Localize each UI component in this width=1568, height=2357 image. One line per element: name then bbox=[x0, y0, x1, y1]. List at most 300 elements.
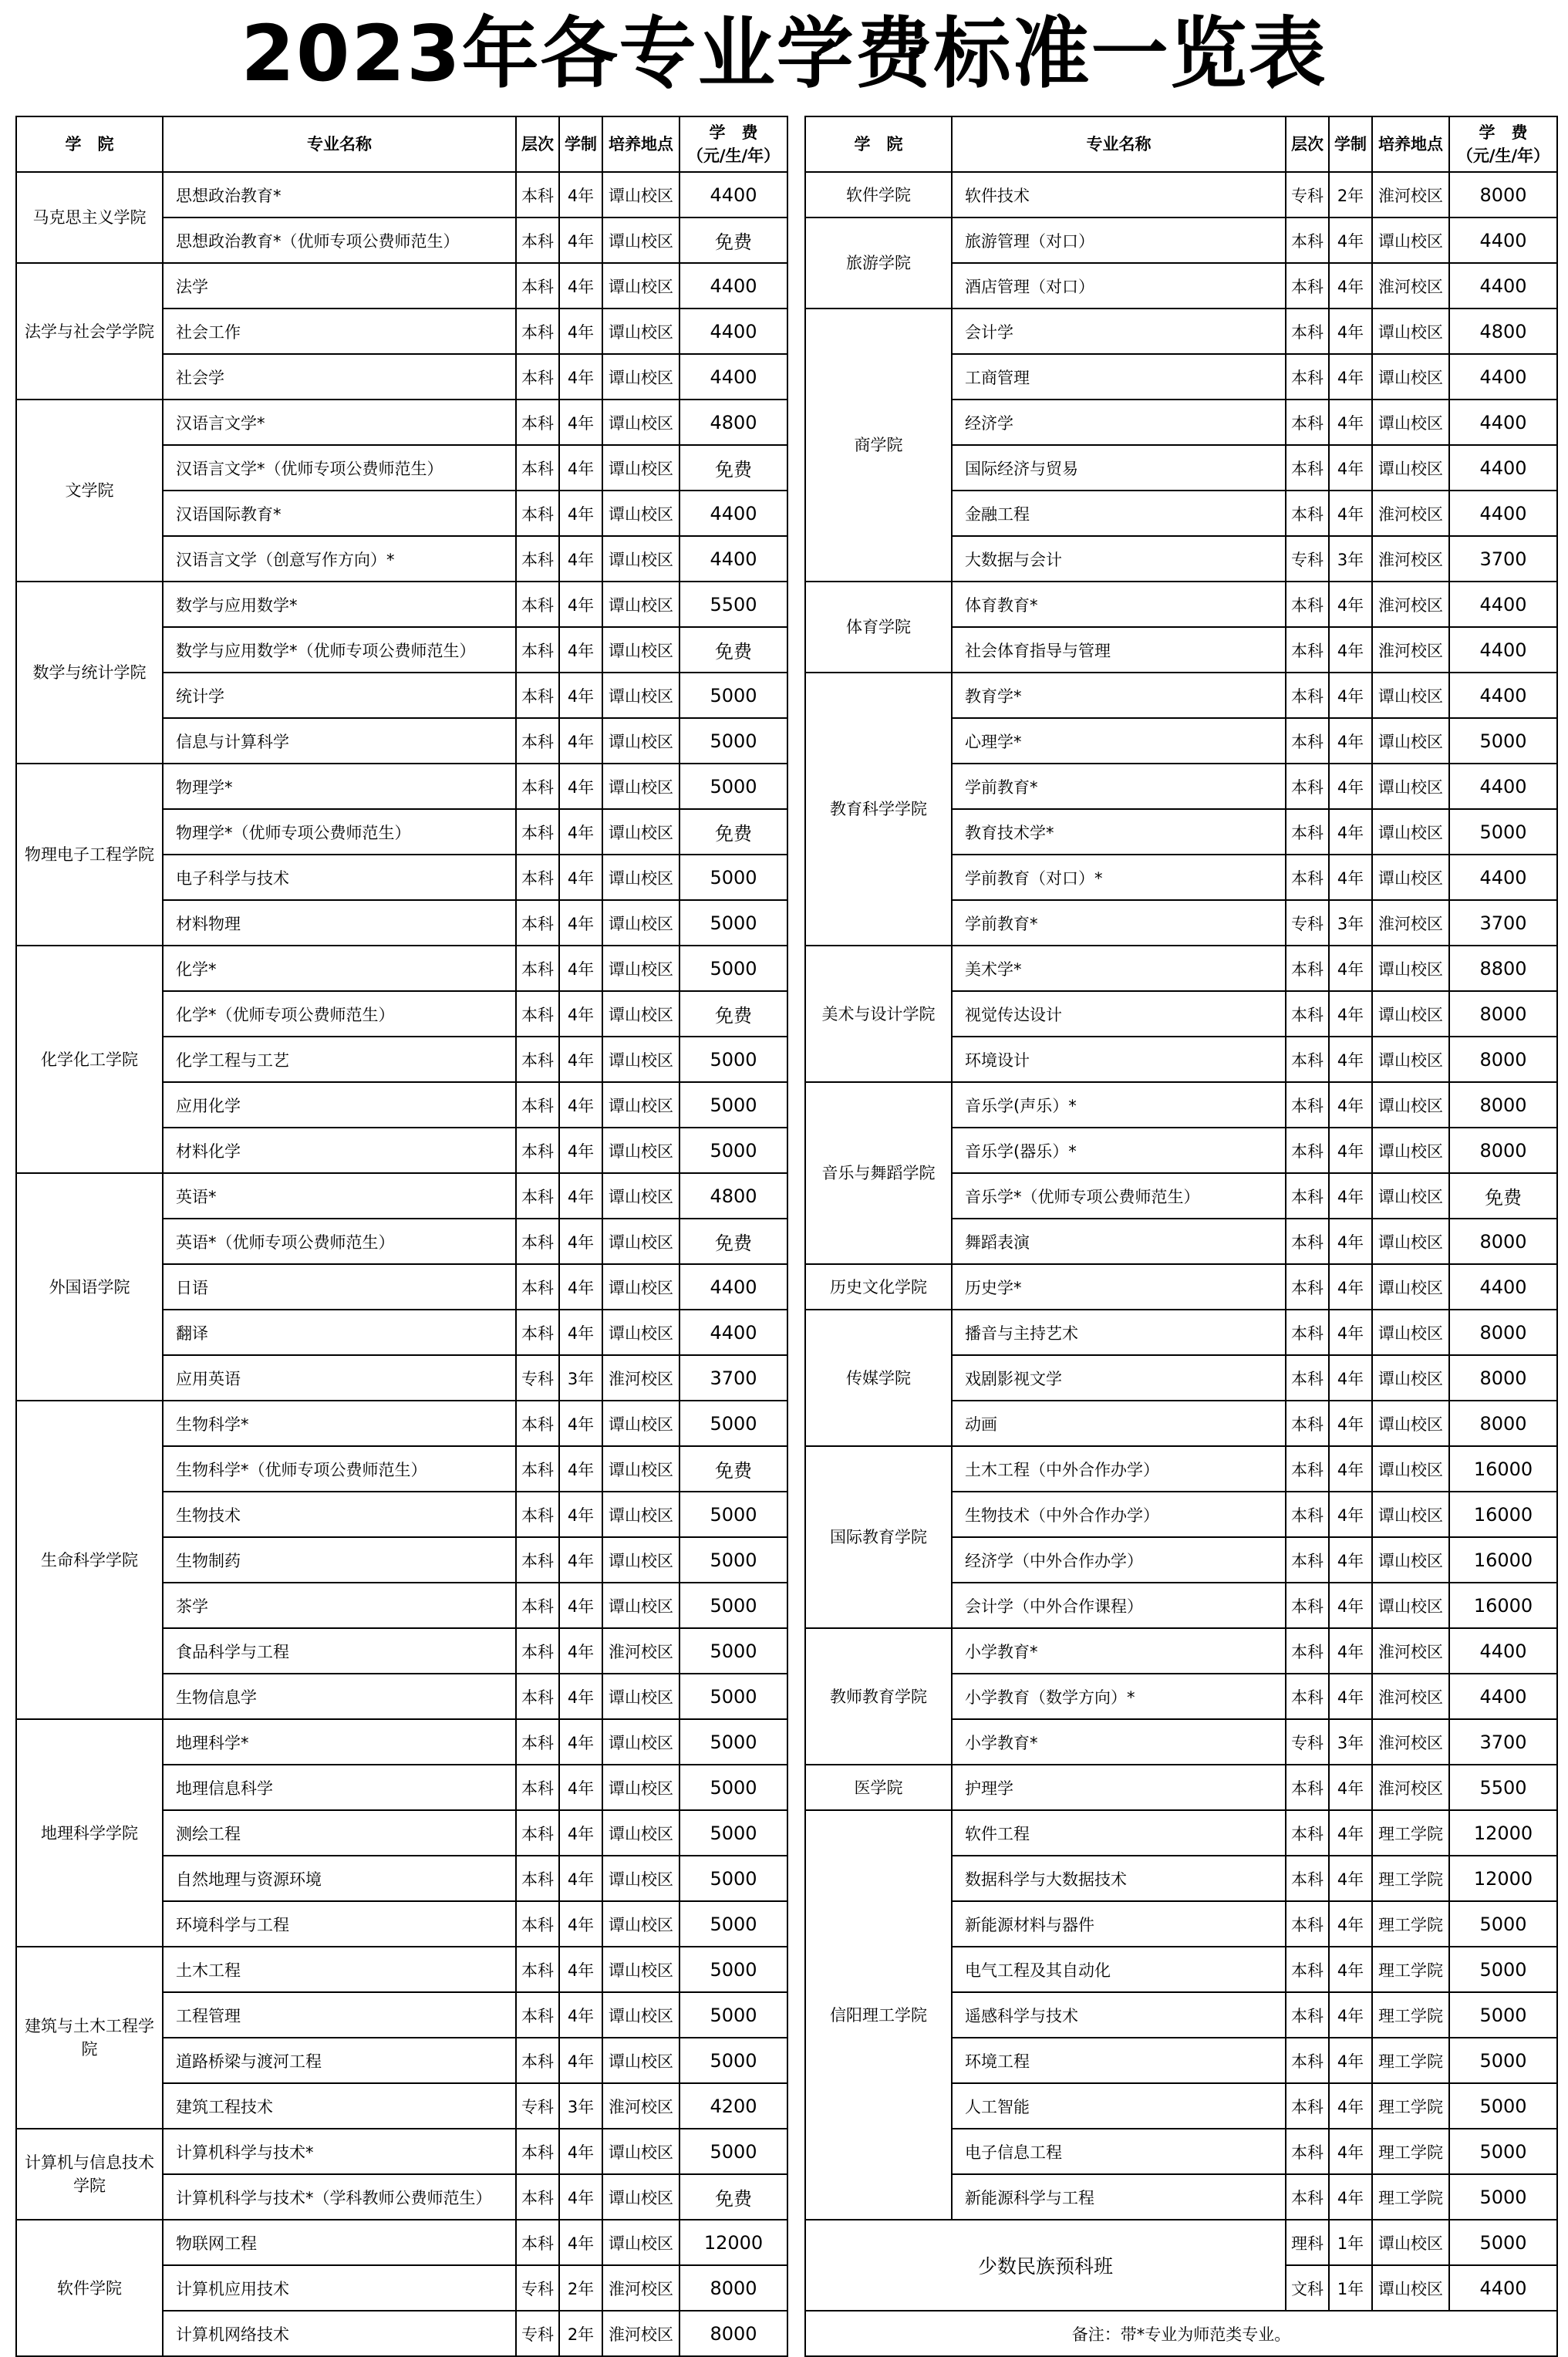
college-cell: 文学院 bbox=[16, 400, 163, 582]
level-cell: 本科 bbox=[1286, 1628, 1329, 1674]
campus-cell: 谭山校区 bbox=[602, 1992, 679, 2038]
fee-cell: 5000 bbox=[679, 1401, 787, 1446]
table-row bbox=[16, 400, 787, 445]
campus-cell: 淮河校区 bbox=[602, 2311, 679, 2356]
level-cell: 专科 bbox=[1286, 1719, 1329, 1765]
college-cell: 历史文化学院 bbox=[805, 1264, 952, 1310]
level-cell: 本科 bbox=[516, 1219, 559, 1264]
years-cell: 4年 bbox=[1329, 1628, 1372, 1674]
years-cell: 4年 bbox=[1329, 1537, 1372, 1583]
years-cell: 4年 bbox=[1329, 1901, 1372, 1947]
college-cell: 音乐与舞蹈学院 bbox=[805, 1082, 952, 1264]
years-cell: 4年 bbox=[1329, 1992, 1372, 2038]
table-row bbox=[805, 1264, 1557, 1310]
years-cell: 2年 bbox=[559, 2311, 602, 2356]
fee-cell: 4400 bbox=[679, 491, 787, 536]
campus-cell: 谭山校区 bbox=[602, 1537, 679, 1583]
college-cell: 医学院 bbox=[805, 1765, 952, 1810]
prep-class-row bbox=[805, 2220, 1557, 2265]
major-cell: 计算机科学与技术* bbox=[163, 2129, 516, 2174]
major-cell: 数学与应用数学* bbox=[163, 582, 516, 627]
level-cell: 本科 bbox=[516, 673, 559, 718]
level-cell: 本科 bbox=[516, 536, 559, 582]
major-cell: 计算机应用技术 bbox=[163, 2265, 516, 2311]
major-cell: 软件技术 bbox=[952, 172, 1286, 217]
campus-cell: 谭山校区 bbox=[602, 172, 679, 217]
level-cell: 本科 bbox=[516, 1401, 559, 1446]
fee-cell: 5000 bbox=[679, 2038, 787, 2083]
years-cell: 4年 bbox=[559, 217, 602, 263]
fee-cell: 4400 bbox=[679, 1264, 787, 1310]
fee-cell: 3700 bbox=[679, 1355, 787, 1401]
level-cell: 本科 bbox=[516, 582, 559, 627]
level-cell: 本科 bbox=[516, 1856, 559, 1901]
major-cell: 生物制药 bbox=[163, 1537, 516, 1583]
fee-table-right bbox=[804, 116, 1558, 2357]
fee-cell: 免费 bbox=[679, 445, 787, 491]
major-cell: 思想政治教育* bbox=[163, 172, 516, 217]
level-cell: 本科 bbox=[1286, 263, 1329, 309]
major-cell: 护理学 bbox=[952, 1765, 1286, 1810]
fee-cell: 5000 bbox=[679, 1765, 787, 1810]
fee-cell: 5000 bbox=[679, 673, 787, 718]
campus-cell: 谭山校区 bbox=[1372, 1173, 1449, 1219]
fee-cell: 5000 bbox=[679, 1810, 787, 1856]
college-cell: 商学院 bbox=[805, 309, 952, 582]
fee-cell: 16000 bbox=[1449, 1537, 1557, 1583]
campus-cell: 谭山校区 bbox=[602, 1219, 679, 1264]
college-cell: 外国语学院 bbox=[16, 1173, 163, 1401]
years-cell: 4年 bbox=[559, 354, 602, 400]
campus-cell: 理工学院 bbox=[1372, 2174, 1449, 2220]
campus-cell: 谭山校区 bbox=[1372, 1401, 1449, 1446]
fee-cell: 3700 bbox=[1449, 1719, 1557, 1765]
major-cell: 环境科学与工程 bbox=[163, 1901, 516, 1947]
major-cell: 心理学* bbox=[952, 718, 1286, 764]
years-cell: 4年 bbox=[1329, 2038, 1372, 2083]
major-cell: 电子信息工程 bbox=[952, 2129, 1286, 2174]
years-cell: 4年 bbox=[559, 1674, 602, 1719]
header-level: 层次 bbox=[516, 116, 559, 172]
fee-cell: 4400 bbox=[1449, 1264, 1557, 1310]
major-cell: 土木工程 bbox=[163, 1947, 516, 1992]
fee-cell: 4400 bbox=[1449, 400, 1557, 445]
fee-cell: 4400 bbox=[1449, 764, 1557, 809]
campus-cell: 谭山校区 bbox=[602, 809, 679, 855]
major-cell: 生物信息学 bbox=[163, 1674, 516, 1719]
campus-cell: 理工学院 bbox=[1372, 1901, 1449, 1947]
fee-cell: 5000 bbox=[679, 1856, 787, 1901]
years-cell: 4年 bbox=[559, 1628, 602, 1674]
campus-cell: 谭山校区 bbox=[1372, 445, 1449, 491]
fee-cell: 5000 bbox=[679, 764, 787, 809]
level-cell: 本科 bbox=[1286, 491, 1329, 536]
fee-cell: 免费 bbox=[679, 1219, 787, 1264]
major-cell: 社会体育指导与管理 bbox=[952, 627, 1286, 673]
major-cell: 汉语言文学（创意写作方向）* bbox=[163, 536, 516, 582]
major-cell: 应用英语 bbox=[163, 1355, 516, 1401]
level-cell: 本科 bbox=[516, 2129, 559, 2174]
campus-cell: 理工学院 bbox=[1372, 1992, 1449, 2038]
prep-class-label: 少数民族预科班 bbox=[805, 2220, 1286, 2311]
level-cell: 本科 bbox=[516, 2038, 559, 2083]
years-cell: 4年 bbox=[559, 172, 602, 217]
campus-cell: 谭山校区 bbox=[602, 445, 679, 491]
level-cell: 本科 bbox=[516, 855, 559, 900]
campus-cell: 淮河校区 bbox=[1372, 536, 1449, 582]
level-cell: 本科 bbox=[516, 991, 559, 1037]
level-cell: 本科 bbox=[516, 400, 559, 445]
table-row bbox=[805, 309, 1557, 354]
fee-cell: 免费 bbox=[679, 2174, 787, 2220]
fee-cell: 5000 bbox=[1449, 2083, 1557, 2129]
fee-cell: 5000 bbox=[679, 1901, 787, 1947]
years-cell: 4年 bbox=[1329, 1401, 1372, 1446]
college-cell: 信阳理工学院 bbox=[805, 1810, 952, 2220]
campus-cell: 谭山校区 bbox=[1372, 809, 1449, 855]
years-cell: 4年 bbox=[1329, 1310, 1372, 1355]
fee-cell: 5000 bbox=[679, 900, 787, 946]
fee-cell: 4800 bbox=[679, 400, 787, 445]
campus-cell: 淮河校区 bbox=[602, 1355, 679, 1401]
level-cell: 本科 bbox=[1286, 1082, 1329, 1128]
major-cell: 化学* bbox=[163, 946, 516, 991]
years-cell: 4年 bbox=[1329, 400, 1372, 445]
fee-cell: 免费 bbox=[679, 1446, 787, 1492]
level-cell: 本科 bbox=[516, 1310, 559, 1355]
level-cell: 本科 bbox=[1286, 354, 1329, 400]
level-cell: 本科 bbox=[1286, 809, 1329, 855]
years-cell: 4年 bbox=[1329, 2129, 1372, 2174]
fee-cell: 4800 bbox=[1449, 309, 1557, 354]
header-major: 专业名称 bbox=[952, 116, 1286, 172]
major-cell: 小学教育（数学方向）* bbox=[952, 1674, 1286, 1719]
level-cell: 本科 bbox=[1286, 2129, 1329, 2174]
college-cell: 软件学院 bbox=[805, 172, 952, 217]
table-row bbox=[805, 1446, 1557, 1492]
campus-cell: 谭山校区 bbox=[602, 217, 679, 263]
major-cell: 大数据与会计 bbox=[952, 536, 1286, 582]
college-cell: 传媒学院 bbox=[805, 1310, 952, 1446]
level-cell: 本科 bbox=[1286, 718, 1329, 764]
campus-cell: 谭山校区 bbox=[1372, 1583, 1449, 1628]
level-cell: 本科 bbox=[1286, 1583, 1329, 1628]
campus-cell: 谭山校区 bbox=[602, 1492, 679, 1537]
campus-cell: 谭山校区 bbox=[602, 1037, 679, 1082]
fee-cell: 5000 bbox=[1449, 2174, 1557, 2220]
campus-cell: 淮河校区 bbox=[1372, 1628, 1449, 1674]
major-cell: 播音与主持艺术 bbox=[952, 1310, 1286, 1355]
years-cell: 4年 bbox=[1329, 445, 1372, 491]
campus-cell: 谭山校区 bbox=[1372, 673, 1449, 718]
fee-cell: 免费 bbox=[679, 991, 787, 1037]
level-cell: 本科 bbox=[1286, 1810, 1329, 1856]
campus-cell: 淮河校区 bbox=[602, 2083, 679, 2129]
years-cell: 4年 bbox=[1329, 354, 1372, 400]
level-cell: 本科 bbox=[516, 1264, 559, 1310]
campus-cell: 谭山校区 bbox=[1372, 309, 1449, 354]
college-cell: 生命科学学院 bbox=[16, 1401, 163, 1719]
years-cell: 4年 bbox=[1329, 1128, 1372, 1173]
years-cell: 3年 bbox=[559, 1355, 602, 1401]
fee-cell: 12000 bbox=[679, 2220, 787, 2265]
major-cell: 旅游管理（对口） bbox=[952, 217, 1286, 263]
years-cell: 4年 bbox=[1329, 491, 1372, 536]
note-row bbox=[805, 2311, 1557, 2356]
fee-cell: 4400 bbox=[1449, 627, 1557, 673]
major-cell: 体育教育* bbox=[952, 582, 1286, 627]
fee-cell: 8000 bbox=[1449, 991, 1557, 1037]
note-text: 备注：带*专业为师范类专业。 bbox=[805, 2311, 1557, 2356]
years-cell: 4年 bbox=[559, 1492, 602, 1537]
years-cell: 4年 bbox=[559, 582, 602, 627]
campus-cell: 谭山校区 bbox=[602, 1901, 679, 1947]
major-cell: 化学*（优师专项公费师范生） bbox=[163, 991, 516, 1037]
header-campus: 培养地点 bbox=[602, 116, 679, 172]
fee-cell: 12000 bbox=[1449, 1810, 1557, 1856]
major-cell: 软件工程 bbox=[952, 1810, 1286, 1856]
campus-cell: 谭山校区 bbox=[602, 1401, 679, 1446]
major-cell: 思想政治教育*（优师专项公费师范生） bbox=[163, 217, 516, 263]
years-cell: 4年 bbox=[559, 1992, 602, 2038]
years-cell: 4年 bbox=[1329, 1765, 1372, 1810]
major-cell: 应用化学 bbox=[163, 1082, 516, 1128]
college-cell: 数学与统计学院 bbox=[16, 582, 163, 764]
level-cell: 专科 bbox=[1286, 900, 1329, 946]
header-fee-line2: （元/生/年） bbox=[686, 147, 781, 165]
campus-cell: 谭山校区 bbox=[602, 627, 679, 673]
header-fee bbox=[1449, 116, 1557, 172]
level-cell: 本科 bbox=[1286, 217, 1329, 263]
years-cell: 3年 bbox=[1329, 536, 1372, 582]
years-cell: 4年 bbox=[1329, 627, 1372, 673]
level-cell: 本科 bbox=[1286, 991, 1329, 1037]
years-cell: 3年 bbox=[1329, 1719, 1372, 1765]
level-cell: 理科 bbox=[1286, 2220, 1329, 2265]
years-cell: 4年 bbox=[1329, 1492, 1372, 1537]
major-cell: 地理信息科学 bbox=[163, 1765, 516, 1810]
level-cell: 本科 bbox=[1286, 582, 1329, 627]
major-cell: 翻译 bbox=[163, 1310, 516, 1355]
level-cell: 本科 bbox=[516, 1537, 559, 1583]
years-cell: 1年 bbox=[1329, 2220, 1372, 2265]
level-cell: 本科 bbox=[516, 946, 559, 991]
level-cell: 本科 bbox=[1286, 400, 1329, 445]
years-cell: 4年 bbox=[559, 1128, 602, 1173]
campus-cell: 淮河校区 bbox=[602, 1628, 679, 1674]
table-row bbox=[16, 263, 787, 309]
campus-cell: 谭山校区 bbox=[1372, 1446, 1449, 1492]
fee-cell: 8000 bbox=[1449, 1128, 1557, 1173]
fee-cell: 免费 bbox=[1449, 1173, 1557, 1219]
major-cell: 汉语国际教育* bbox=[163, 491, 516, 536]
campus-cell: 谭山校区 bbox=[602, 2129, 679, 2174]
fee-cell: 5000 bbox=[679, 1583, 787, 1628]
table-row bbox=[805, 1628, 1557, 1674]
level-cell: 本科 bbox=[1286, 2174, 1329, 2220]
fee-cell: 3700 bbox=[1449, 900, 1557, 946]
major-cell: 材料化学 bbox=[163, 1128, 516, 1173]
years-cell: 4年 bbox=[1329, 809, 1372, 855]
major-cell: 信息与计算科学 bbox=[163, 718, 516, 764]
level-cell: 本科 bbox=[1286, 1037, 1329, 1082]
table-row bbox=[16, 764, 787, 809]
college-cell: 地理科学学院 bbox=[16, 1719, 163, 1947]
college-cell: 软件学院 bbox=[16, 2220, 163, 2356]
campus-cell: 谭山校区 bbox=[602, 1583, 679, 1628]
level-cell: 本科 bbox=[1286, 1992, 1329, 2038]
college-cell: 物理电子工程学院 bbox=[16, 764, 163, 946]
major-cell: 地理科学* bbox=[163, 1719, 516, 1765]
major-cell: 物联网工程 bbox=[163, 2220, 516, 2265]
level-cell: 文科 bbox=[1286, 2265, 1329, 2311]
major-cell: 电气工程及其自动化 bbox=[952, 1947, 1286, 1992]
level-cell: 专科 bbox=[1286, 536, 1329, 582]
fee-cell: 4800 bbox=[679, 1173, 787, 1219]
campus-cell: 谭山校区 bbox=[602, 900, 679, 946]
fee-cell: 8000 bbox=[679, 2265, 787, 2311]
fee-cell: 5500 bbox=[679, 582, 787, 627]
header-fee-line1: 学 费 bbox=[709, 123, 758, 142]
level-cell: 本科 bbox=[516, 1765, 559, 1810]
major-cell: 音乐学*（优师专项公费师范生） bbox=[952, 1173, 1286, 1219]
fee-cell: 5000 bbox=[679, 718, 787, 764]
level-cell: 本科 bbox=[1286, 1537, 1329, 1583]
fee-cell: 5000 bbox=[679, 1537, 787, 1583]
major-cell: 化学工程与工艺 bbox=[163, 1037, 516, 1082]
table-row bbox=[805, 582, 1557, 627]
fee-cell: 5000 bbox=[679, 1082, 787, 1128]
major-cell: 数学与应用数学*（优师专项公费师范生） bbox=[163, 627, 516, 673]
campus-cell: 理工学院 bbox=[1372, 2083, 1449, 2129]
major-cell: 音乐学(声乐）* bbox=[952, 1082, 1286, 1128]
campus-cell: 谭山校区 bbox=[1372, 1082, 1449, 1128]
page-title: 2023年各专业学费标准一览表 bbox=[241, 8, 1327, 99]
years-cell: 4年 bbox=[559, 855, 602, 900]
years-cell: 4年 bbox=[1329, 1264, 1372, 1310]
major-cell: 教育学* bbox=[952, 673, 1286, 718]
fee-cell: 8000 bbox=[1449, 1219, 1557, 1264]
level-cell: 本科 bbox=[1286, 1674, 1329, 1719]
major-cell: 小学教育* bbox=[952, 1719, 1286, 1765]
major-cell: 计算机网络技术 bbox=[163, 2311, 516, 2356]
campus-cell: 谭山校区 bbox=[602, 309, 679, 354]
table-row bbox=[805, 172, 1557, 217]
fee-cell: 5000 bbox=[1449, 1947, 1557, 1992]
fee-cell: 8000 bbox=[1449, 1082, 1557, 1128]
fee-cell: 4400 bbox=[1449, 263, 1557, 309]
major-cell: 茶学 bbox=[163, 1583, 516, 1628]
header-college: 学 院 bbox=[805, 116, 952, 172]
major-cell: 美术学* bbox=[952, 946, 1286, 991]
header-row bbox=[16, 116, 787, 172]
fee-cell: 5500 bbox=[1449, 1765, 1557, 1810]
campus-cell: 谭山校区 bbox=[1372, 2265, 1449, 2311]
table-row bbox=[16, 1719, 787, 1765]
fee-cell: 8000 bbox=[1449, 1037, 1557, 1082]
campus-cell: 谭山校区 bbox=[602, 1947, 679, 1992]
years-cell: 4年 bbox=[559, 2038, 602, 2083]
level-cell: 本科 bbox=[1286, 1446, 1329, 1492]
campus-cell: 谭山校区 bbox=[602, 1810, 679, 1856]
years-cell: 4年 bbox=[559, 1810, 602, 1856]
table-row bbox=[805, 217, 1557, 263]
major-cell: 国际经济与贸易 bbox=[952, 445, 1286, 491]
years-cell: 4年 bbox=[1329, 1674, 1372, 1719]
level-cell: 本科 bbox=[516, 354, 559, 400]
level-cell: 本科 bbox=[516, 1674, 559, 1719]
fee-cell: 4400 bbox=[679, 263, 787, 309]
major-cell: 英语* bbox=[163, 1173, 516, 1219]
level-cell: 本科 bbox=[516, 1719, 559, 1765]
major-cell: 日语 bbox=[163, 1264, 516, 1310]
level-cell: 本科 bbox=[1286, 2038, 1329, 2083]
campus-cell: 淮河校区 bbox=[602, 2265, 679, 2311]
level-cell: 本科 bbox=[516, 1128, 559, 1173]
campus-cell: 谭山校区 bbox=[602, 673, 679, 718]
major-cell: 食品科学与工程 bbox=[163, 1628, 516, 1674]
major-cell: 汉语言文学*（优师专项公费师范生） bbox=[163, 445, 516, 491]
fee-cell: 5000 bbox=[1449, 1992, 1557, 2038]
major-cell: 动画 bbox=[952, 1401, 1286, 1446]
level-cell: 本科 bbox=[516, 1901, 559, 1947]
header-fee bbox=[679, 116, 787, 172]
campus-cell: 谭山校区 bbox=[602, 491, 679, 536]
campus-cell: 谭山校区 bbox=[1372, 2220, 1449, 2265]
level-cell: 本科 bbox=[516, 764, 559, 809]
table-row bbox=[16, 172, 787, 217]
level-cell: 本科 bbox=[1286, 627, 1329, 673]
campus-cell: 淮河校区 bbox=[1372, 900, 1449, 946]
major-cell: 学前教育（对口）* bbox=[952, 855, 1286, 900]
major-cell: 历史学* bbox=[952, 1264, 1286, 1310]
campus-cell: 谭山校区 bbox=[1372, 1264, 1449, 1310]
table-row bbox=[805, 1310, 1557, 1355]
campus-cell: 谭山校区 bbox=[1372, 1219, 1449, 1264]
major-cell: 会计学（中外合作课程） bbox=[952, 1583, 1286, 1628]
campus-cell: 谭山校区 bbox=[602, 582, 679, 627]
table-row bbox=[16, 2129, 787, 2174]
years-cell: 4年 bbox=[1329, 1446, 1372, 1492]
campus-cell: 谭山校区 bbox=[1372, 400, 1449, 445]
level-cell: 本科 bbox=[516, 1037, 559, 1082]
campus-cell: 谭山校区 bbox=[602, 1446, 679, 1492]
campus-cell: 谭山校区 bbox=[602, 1264, 679, 1310]
level-cell: 本科 bbox=[516, 1810, 559, 1856]
college-cell: 教师教育学院 bbox=[805, 1628, 952, 1765]
campus-cell: 谭山校区 bbox=[1372, 991, 1449, 1037]
fee-cell: 5000 bbox=[679, 1674, 787, 1719]
years-cell: 4年 bbox=[559, 946, 602, 991]
level-cell: 本科 bbox=[1286, 1310, 1329, 1355]
major-cell: 生物科学* bbox=[163, 1401, 516, 1446]
level-cell: 专科 bbox=[1286, 172, 1329, 217]
major-cell: 新能源材料与器件 bbox=[952, 1901, 1286, 1947]
years-cell: 4年 bbox=[559, 2174, 602, 2220]
campus-cell: 谭山校区 bbox=[602, 1310, 679, 1355]
level-cell: 本科 bbox=[516, 263, 559, 309]
years-cell: 4年 bbox=[1329, 582, 1372, 627]
major-cell: 学前教育* bbox=[952, 900, 1286, 946]
campus-cell: 谭山校区 bbox=[1372, 764, 1449, 809]
fee-cell: 16000 bbox=[1449, 1492, 1557, 1537]
major-cell: 人工智能 bbox=[952, 2083, 1286, 2129]
years-cell: 2年 bbox=[559, 2265, 602, 2311]
years-cell: 4年 bbox=[1329, 1219, 1372, 1264]
years-cell: 4年 bbox=[1329, 2174, 1372, 2220]
campus-cell: 淮河校区 bbox=[1372, 172, 1449, 217]
campus-cell: 谭山校区 bbox=[1372, 1355, 1449, 1401]
